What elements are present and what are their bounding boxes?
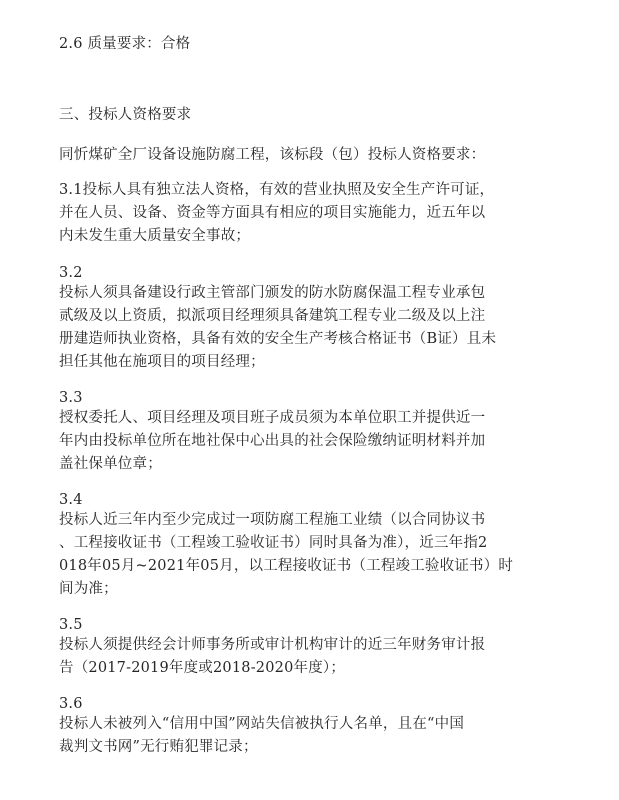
item-number: 3.6 [59, 696, 83, 712]
text-line: 册建造师执业资格，具备有效的安全生产考核合格证书（B证）且未 [59, 331, 497, 347]
quality-requirement: 2.6 质量要求：合格 [59, 36, 191, 52]
text-line: 贰级及以上资质，拟派项目经理须具备建筑工程专业二级及以上注 [59, 308, 486, 324]
text-line: 年内由投标单位所在地社保中心出具的社会保险缴纳证明材料并加 [59, 433, 486, 449]
text-line: 担任其他在施项目的项目经理； [59, 354, 265, 370]
text-line: 告（2017-2019年度或2018-2020年度）； [59, 660, 346, 676]
text-line: 授权委托人、项目经理及项目班子成员须为本单位职工并提供近一 [59, 410, 486, 426]
text-line: 内未发生重大质量安全事故； [59, 228, 251, 244]
text-line: 裁判文书网”无行贿犯罪记录； [59, 739, 258, 755]
text-line: 投标人须提供经会计师事务所或审计机构审计的近三年财务审计报 [59, 637, 486, 653]
text-line: 、工程接收证书（工程竣工验收证书）同时具备为准），近三年指2 [59, 535, 488, 551]
item-number: 3.3 [59, 390, 83, 406]
text-line: 并在人员、设备、资金等方面具有相应的项目实施能力，近五年以 [59, 205, 486, 221]
item-number: 3.5 [59, 617, 83, 633]
text-line: 投标人近三年内至少完成过一项防腐工程施工业绩（以合同协议书 [59, 512, 486, 528]
item-number: 3.4 [59, 492, 83, 508]
text-line: 投标人未被列入“信用中国”网站失信被执行人名单，且在“中国 [59, 716, 465, 732]
text-line: 盖社保单位章； [59, 456, 162, 472]
text-line: 018年05月~2021年05月，以工程接收证书（工程竣工验收证书）时 [59, 558, 514, 574]
text-line: 3.1投标人具有独立法人资格，有效的营业执照及安全生产许可证， [59, 182, 495, 198]
intro-paragraph: 同忻煤矿全厂设备设施防腐工程，该标段（包）投标人资格要求： [59, 147, 486, 163]
text-line: 间为准； [59, 581, 118, 597]
item-number: 3.2 [59, 265, 83, 281]
text-line: 投标人须具备建设行政主管部门颁发的防水防腐保温工程专业承包 [59, 285, 486, 301]
section-heading: 三、投标人资格要求 [59, 107, 192, 123]
